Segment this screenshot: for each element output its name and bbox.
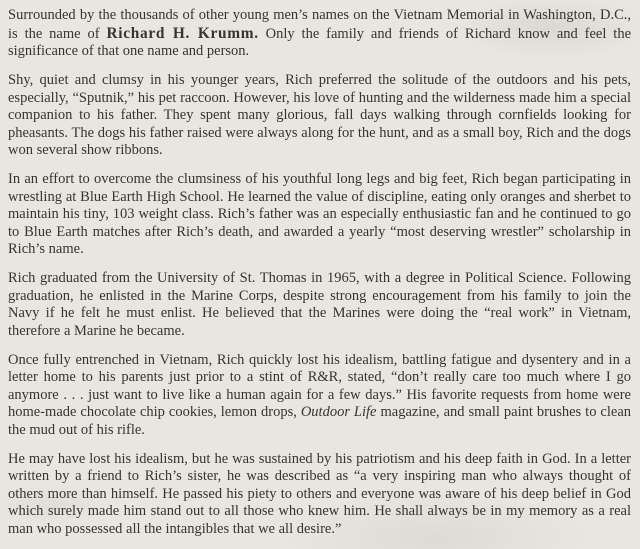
text-run: Only the family and friends of Richard know and feel the significance of that one name and person. bbox=[8, 25, 632, 59]
paragraph bbox=[8, 270, 631, 340]
text-run: He may have lost his idealism, but he was sustained by his patriotism and his deep faith in God. In a letter written by a friend to Rich’s sister, he was described as “a very inspiring man who always thought of others more than himself. He passed his piety to others and everyone was aware of his deep belief in God which surely made him stand out to all those who knew him. He shall always be in my memory as a real man who possessed all the intangibles that we all desire.” bbox=[8, 450, 631, 537]
text-run: Shy, quiet and clumsy in his younger years, Rich preferred the solitude of the outdoors and his pets, especially, “Sputnik,” his pet raccoon. However, his love of hunting and the wilderness made him a special companion to his father. They spent many glorious, fall days walking through cornfields looking for pheasants. The dogs his father raised were always along for the hunt, and as a small boy, Rich and the dogs won several show ribbons. bbox=[8, 72, 631, 158]
subject-name-bold: Richard H. Krumm. bbox=[106, 24, 259, 42]
text-run: Once fully entrenched in Vietnam, Rich quickly lost his idealism, battling fatigue and dysentery and in a letter home to his parents just prior to a stint of R&R, stated, “don’t really care too much where I go anymore . . . just want to live like a human again for a few days.” His favorite requests from home were home-made chocolate chip cookies, lemon drops, bbox=[8, 351, 631, 420]
text-run: Surrounded by the thousands of other young men’s names on the Vietnam Memorial in Washington, D.C., is the name of bbox=[8, 7, 631, 42]
magazine-title-italic: Outdoor Life bbox=[300, 404, 377, 420]
text-run: magazine, and small paint brushes to clean the mud out of his rifle. bbox=[8, 404, 632, 438]
paragraph bbox=[8, 171, 631, 259]
text-run: In an effort to overcome the clumsiness of his youthful long legs and big feet, Rich began participating in wrestling at Blue Earth High School. He learned the value of discipline, eating only oranges and sherbet to maintain his tiny, 103 weight class. Rich’s father was an especially enthusiastic fan and he continued to go to Blue Earth matches after Rich’s death, and awarded a yearly “most deserving wrestler” scholarship in Rich’s name. bbox=[8, 171, 631, 257]
text-run: Rich graduated from the University of St. Thomas in 1965, with a degree in Political Science. Following graduation, he enlisted in the Marine Corps, despite strong encouragement from his family to join the Navy if he felt he must enlist. He believed that the Marines were doing the “real work” in Vietnam, therefore a Marine he became. bbox=[8, 270, 631, 339]
document-body bbox=[8, 7, 631, 538]
paragraph bbox=[8, 7, 631, 61]
paragraph bbox=[8, 451, 631, 539]
paragraph bbox=[8, 352, 631, 440]
paragraph bbox=[8, 72, 631, 160]
